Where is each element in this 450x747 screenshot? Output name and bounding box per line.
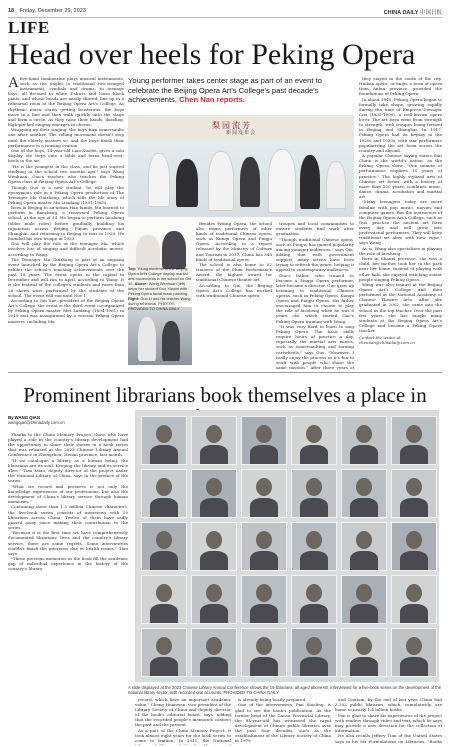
paragraph: As is, Wang also specializes in playing the role of laosheng. xyxy=(359,245,442,256)
story1-column-2 xyxy=(196,221,272,369)
portrait-body xyxy=(150,604,178,623)
portrait-face xyxy=(206,584,222,602)
librarian-portrait xyxy=(191,416,237,465)
portrait-body xyxy=(400,657,428,676)
librarian-portrait xyxy=(391,522,437,571)
librarian-portrait xyxy=(241,522,287,571)
banner-subtext: 新闻发布会 xyxy=(226,130,257,136)
headline-librarians: Prominent librarians book themselves a place in xyxy=(23,383,427,407)
banner-text: 梨园流芳 xyxy=(212,121,252,130)
portrait-face xyxy=(406,478,422,496)
story2-author-email: wangqian@chinadaily.com.cn xyxy=(8,420,65,425)
paragraph: He also recalls Jeffery Tian of the United States says in his Six Formulations on Libraries, "Books xyxy=(335,733,442,744)
caption-label-above: Above: xyxy=(134,281,148,286)
masthead: CHINA DAILY xyxy=(383,10,419,16)
paragraph: Guo will play the role of the teenager Mu, which involves lots of singing and difficult acrobatic moves, according to Wang. xyxy=(8,241,124,257)
paragraph: record, which have an important academic value," Cheng Huanwen, vice president of the Library Society of China and deputy director of the book's editorial board, says, adding that the recorded people's memories connect the past and the present. xyxy=(135,697,231,728)
drop-cap: A xyxy=(8,76,19,91)
photo-rehearsal xyxy=(128,307,192,365)
paragraph: Wang was also trained at the Beijing Opera Art's College and then performed at the National Academy of Chinese Theatre Arts. After she graduated in 2002, she came into the school as the top teacher. Over the past few years, she has taught many students at the Beijing Opera Art's College and became a Peking Opera teacher. xyxy=(359,282,442,332)
portrait-body xyxy=(250,657,278,676)
caption-label-right: Right: xyxy=(128,296,140,301)
portrait-body xyxy=(300,604,328,623)
story1-column-3 xyxy=(276,221,354,369)
librarian-portrait xyxy=(141,522,187,571)
paragraph: "These precious memories in the book fill the academic gap of individual experience in the history of the country's library xyxy=(8,556,128,572)
page-number: 18 xyxy=(8,8,15,14)
paragraph: Guo's father, who trained to become a Pingju Opera performer, later became a director. Guo grew up listening to traditional Chinese operas, such as Peking Opera, Kunqu Opera and Pingju Opera. His father encouraged him to choose to play the role of laosheng when he was 8 years old, which started Guo's Peking Opera training with Wang. xyxy=(276,272,354,324)
librarian-portrait xyxy=(141,469,187,518)
portrait-body xyxy=(300,551,328,570)
paragraph: Though Guo is a new student, he will play the eponymous role in a Peking Opera production of The Teenager Mu Guizhang, which tells the life story of Peking Opera master Mu Lianfang (1891-1965). xyxy=(8,184,124,205)
portrait-face xyxy=(256,478,272,496)
story1-photo-caption xyxy=(128,266,192,311)
portrait-body xyxy=(400,498,428,517)
librarian-portrait xyxy=(241,416,287,465)
librarian-portrait xyxy=(191,628,237,677)
portrait-body xyxy=(350,498,378,517)
portrait-face xyxy=(356,584,372,602)
header-rule xyxy=(8,17,442,18)
portrait-body xyxy=(400,445,428,464)
performer-figure xyxy=(300,155,320,209)
portrait-face xyxy=(306,478,322,496)
portrait-face xyxy=(406,425,422,443)
caption-credit: PHOTOS PROVIDED TO CHINA DAILY xyxy=(128,301,180,311)
portrait-body xyxy=(200,604,228,623)
story2-photo-caption xyxy=(128,685,446,695)
portrait-face xyxy=(256,584,272,602)
paragraph: Born in Beijing to an urban Han family, Mu learned to perform in Banzheng, a renowned Peking Opera school, at the age of 14. He began to perform laosheng (older male roles) before gradually building his reputation across Beijing, Fujian province and Shanghai, and returning to Beijing to tour in 1928. He founded his own troupe in 1953. xyxy=(8,205,124,241)
portrait-body xyxy=(250,445,278,464)
paragraph: they stayed in the south of the city. Huiban opera, or huiju, a form of opera from Anhui province, provided the foundations of Peking Opera. xyxy=(359,76,442,97)
paragraph: Pan is glad to share his experiences of the project with readers through video and text, which he says may provide a new direction for the collection of information. xyxy=(335,712,442,733)
story2-author: By WANG QIAN xyxy=(8,415,40,420)
portrait-face xyxy=(206,531,222,549)
librarian-portrait xyxy=(191,469,237,518)
story2-caption-text: A slide displayed at the 2023 Chinese Library Annual Conference shows the 19 librarians, all aged above 80, interviewed for a five-book series on the development of the national library sector, with recorded oral accounts. xyxy=(128,685,442,696)
portrait-body xyxy=(350,551,378,570)
portrait-face xyxy=(406,584,422,602)
photo-librarians-slide xyxy=(135,410,439,682)
performer-figure xyxy=(240,157,260,207)
librarian-portrait xyxy=(341,575,387,624)
paragraph: A five-band tambourine plays musical instruments, such as the jinghu (a traditional two-stringed instrument), cymbals and drums, to teenage boys, all dressed in white T-shirts and loose black pants, and whose heads are neatly shaved, line up in a rehearsal room at the Beijing Opera Art's College. As rhythmic music starts getting boisterous, the boys move in a line and then walk quickly onto the stage and form a circle. As they raise their hands, dazzling, high-pitched singing emerges in chorus. xyxy=(8,76,124,127)
story1-column-1 xyxy=(8,76,124,369)
paragraph: "Many teenagers today are more familiar with pop music, movies and computer games. But the instructors of the Beijing Opera Art's College, such as Guo, practice the ancient art form every day and will grow into professional performers. They will keep traditional art alive with new vigor," says Wang. xyxy=(359,199,442,246)
paragraph: According to Qin, the Beijing Opera Art's College has worked with traditional Chinese opera xyxy=(196,282,272,299)
portrait-body xyxy=(150,498,178,517)
librarian-portrait xyxy=(291,575,337,624)
librarian-portrait xyxy=(241,469,287,518)
librarian-portrait xyxy=(191,522,237,571)
paragraph: Wrapping up their singing, the boys turn somersaults one after another. The rolling movement doesn't stop until the elderly masters so, and the boys finish their performance to a rousing ovation. xyxy=(8,127,124,148)
portrait-face xyxy=(406,637,422,655)
portrait-body xyxy=(200,551,228,570)
portrait-face xyxy=(156,584,172,602)
portrait-body xyxy=(150,657,178,676)
performer-figure xyxy=(208,151,234,211)
librarian-portrait xyxy=(291,416,337,465)
portrait-face xyxy=(206,478,222,496)
paragraph: Thanks to the China Memory Project, those who have played a role in the country's library development had the opportunity to share their stories in a book series that was released at the 2023 Chinese Library Annual Conference in Zhengzhou, Henan province, last month. xyxy=(8,432,128,458)
portrait-body xyxy=(250,551,278,570)
story2-byline xyxy=(8,415,65,425)
story2-column-3 xyxy=(235,697,331,745)
paragraph: Containing more than 1.3 million Chinese characters, the five-book series consists of interviews with 19 librarians across China. Twelve of them have sadly passed away since making their contribution to the series. xyxy=(8,504,128,530)
librarian-portrait xyxy=(241,628,287,677)
standfirst-text: Young performer takes center stage as part of an event to celebrate the Beijing Opera Art's College's past decade's achievements, xyxy=(128,76,322,105)
portrait-body xyxy=(250,604,278,623)
librarian-portrait xyxy=(291,522,337,571)
portrait-face xyxy=(406,531,422,549)
portrait-face xyxy=(356,531,372,549)
story1-column-4 xyxy=(359,76,442,332)
story1-standfirst xyxy=(128,76,354,105)
writer-contact: Contact the writer at chennan@chinadaily.com.cn xyxy=(359,335,415,345)
portrait-face xyxy=(156,478,172,496)
librarian-portrait xyxy=(291,469,337,518)
performer-figure xyxy=(148,153,170,207)
page-header xyxy=(8,6,442,16)
story-divider xyxy=(8,372,442,373)
portrait-face xyxy=(206,425,222,443)
librarian-portrait xyxy=(341,416,387,465)
story1-byline: Chen Nan reports. xyxy=(179,95,245,105)
portrait-face xyxy=(156,531,172,549)
paragraph: "Because it is the first time we have comprehensively documented librarians' lives and the country's library service, there are some regrets. Some interviewees couldn't finish the interview due to health issues," Tian says. xyxy=(8,530,128,556)
paragraph: One of the interviewees, Pan Xiaoling, is glad to see the book's publication. As the former head of the Gansu Provincial Library, the 84-year-old has witnessed the rapid development of China's public libraries over the past four decades, such as the establishment of the Library Society of China in 1979. xyxy=(235,702,331,744)
portrait-face xyxy=(306,425,322,443)
teacher-figure xyxy=(162,321,180,361)
portrait-body xyxy=(300,657,328,676)
portrait-face xyxy=(306,531,322,549)
portrait-face xyxy=(256,425,272,443)
paragraph: Besides Peking Opera, the school also trains performers of other kinds of traditional Chinese opera, such as Kunqu Opera and Pingju Opera. According to a report released by the Ministry of Culture and Tourism in 2017, China has 348 kinds of traditional opera. xyxy=(196,221,272,262)
portrait-body xyxy=(350,657,378,676)
portrait-body xyxy=(300,498,328,517)
portrait-body xyxy=(200,498,228,517)
librarian-portrait xyxy=(241,575,287,624)
portrait-face xyxy=(356,425,372,443)
headline-peking-opera: Head over heels for Peking Opera xyxy=(8,38,416,71)
librarian-portrait xyxy=(141,416,187,465)
stage-banner xyxy=(128,115,354,139)
librarian-portrait xyxy=(141,575,187,624)
performer-figure xyxy=(268,149,296,213)
librarian-portrait xyxy=(341,628,387,677)
story2-column-2 xyxy=(135,697,231,745)
portrait-body xyxy=(150,445,178,464)
paragraph: troupes and local communities to ensure students find work after graduation. xyxy=(276,221,354,237)
portrait-body xyxy=(350,604,378,623)
librarian-portrait xyxy=(291,628,337,677)
librarian-portrait xyxy=(141,628,187,677)
paragraph: "He is the youngest in the class, and he just started studying at the school two months ago," says Wang Wenhuan, Guo's teacher, who teaches the Peking Opera class at Beijing Opera Art's College. xyxy=(8,163,124,185)
librarian-portrait xyxy=(341,522,387,571)
paragraph: "What we record and preserve is not only the knowledge experiences of our professions, but also the development of China's library service through human memories." xyxy=(8,483,128,504)
portrait-body xyxy=(200,657,228,676)
caption-top: Young students of the Beijing Opera Art's College display martial arts movements in the school on Oct 10. xyxy=(128,266,192,286)
paragraph: One of the boys, 14-year-old Liao Xiaolei, gives a solo display. He steps onto a table and turns head-over-heels in the air. xyxy=(8,148,124,164)
portrait-body xyxy=(250,498,278,517)
caption-right: Guo Li and his teacher Wang during rehearsal. xyxy=(128,296,191,306)
teacher-figure xyxy=(162,231,186,269)
portrait-face xyxy=(156,425,172,443)
portrait-body xyxy=(150,551,178,570)
paragraph: is already being busily prepared. xyxy=(238,697,307,702)
portrait-face xyxy=(156,637,172,655)
librarian-portrait xyxy=(341,469,387,518)
story2-caption-credit: PROVIDED TO CHINA DAILY xyxy=(223,690,280,696)
paragraph: and Tourism, by the end of last year, China had 3,303 public libraries, which, cumulatively, are home to nearly 1.4 billion books. xyxy=(335,697,442,713)
portrait-face xyxy=(256,531,272,549)
portrait-body xyxy=(400,604,428,623)
paragraph: A popular Chinese saying states that China is the world's nation, as the Peking Opera show. "One minute of performance requires 10 years of practice." The highly stylized arts of Chinese art forms, with a history of more than 200 years, combines music, dance, drama, acrobatics and martial art. xyxy=(359,153,442,199)
paragraph: Born in Shanxi province, she was a child, her mother took her to the park near her home. Instead of playing with other kids, she enjoyed watching senior people singing Peking Opera. xyxy=(359,256,442,282)
paragraph: As a part of the China Memory Project, it took almost eight years for the book series to come to fruition. In 2011, the National xyxy=(135,727,231,744)
librarian-portrait xyxy=(391,628,437,677)
portrait-face xyxy=(306,584,322,602)
performer-figure xyxy=(176,159,198,207)
paragraph: The Teenager Mu Guizhang is part of an ongoing event launched by the Beijing Opera Art's College to exhibit the school's teaching achievements over the past 10 years. The event opens to the capital in December and will run to April, according to Wang. It is the festival of the college's students and more than 20 shows were performed by the students of the school. The event will run until Nov 1. xyxy=(8,257,124,298)
portrait-face xyxy=(306,637,322,655)
portrait-face xyxy=(206,637,222,655)
issue-date: Friday, December 29, 2023 xyxy=(19,8,86,14)
paragraph: According to Qin Xue, president of the Beijing Opera Art's College, the event is the third event co-organized by Peking Opera master Mei Lanfang (1894-1961) in 2019 and was inaugurated by a veteran Peking Opera masters, including Mu. xyxy=(8,298,124,324)
story2-column-4 xyxy=(335,697,442,745)
portrait-face xyxy=(356,637,372,655)
portrait-body xyxy=(350,445,378,464)
paragraph: "It was very hard to learn to sing Peking Opera. The basic skills require hours of practice a day, especially the martial arts moves, such as somersaulting and turning cartwheels," says Guo. "However, I really enjoy the process as it's fun to work with people who share the same passion." After three years of xyxy=(276,324,354,369)
caption-above: Wang Wenhuan (left) helps her student Guo Xiaolei with Peking Opera facial mask painting. xyxy=(128,281,189,296)
photo-press-conference xyxy=(128,115,354,217)
portrait-body xyxy=(400,551,428,570)
caption-label-top: Top: xyxy=(128,266,137,271)
librarian-portrait xyxy=(191,575,237,624)
performer-figure xyxy=(326,161,346,209)
masthead-cn: 中国日报 xyxy=(419,10,442,16)
section-title: LIFE xyxy=(8,18,50,37)
portrait-face xyxy=(356,478,372,496)
librarian-portrait xyxy=(391,416,437,465)
paragraph: "If we catalogue a library as a human being, the librarians are its soul. Keeping the library and its service alive," Tian Miao, deputy director of the project under the National Library of China, says in the preface of the series. xyxy=(8,457,128,484)
paragraph xyxy=(235,744,331,745)
librarian-portrait xyxy=(391,469,437,518)
portrait-face xyxy=(256,637,272,655)
paragraph: "Though traditional Chinese opera, such as Pingju, has gained popularity among younger audiences," says Qin, adding that with government support, many artists have been trying to refresh the genre, helping it appeal to contemporary audiences. xyxy=(276,236,354,273)
portrait-body xyxy=(200,445,228,464)
librarian-portrait xyxy=(391,575,437,624)
story2-column-1 xyxy=(8,432,128,742)
performer-figure xyxy=(138,317,156,361)
paragraph: The school is also home to 52 trainees of the Plum Performance Award, the highest award for traditional Chinese theater art. xyxy=(196,262,272,283)
paragraph: In about 1840, Peking Opera began to formally take shape, growing rapidly during the time of Empress Dowager Cixi (1835-1908), a well-known opera lover. The art form went from strength to strength, with troupes being formed in Beijing and Shanghai. In 1917, Peking Opera had its heyday in the 1920s and 1930s, with star performers popularizing the art form across the country and abroad. xyxy=(359,96,442,153)
portrait-body xyxy=(300,445,328,464)
student-figure xyxy=(136,235,160,269)
